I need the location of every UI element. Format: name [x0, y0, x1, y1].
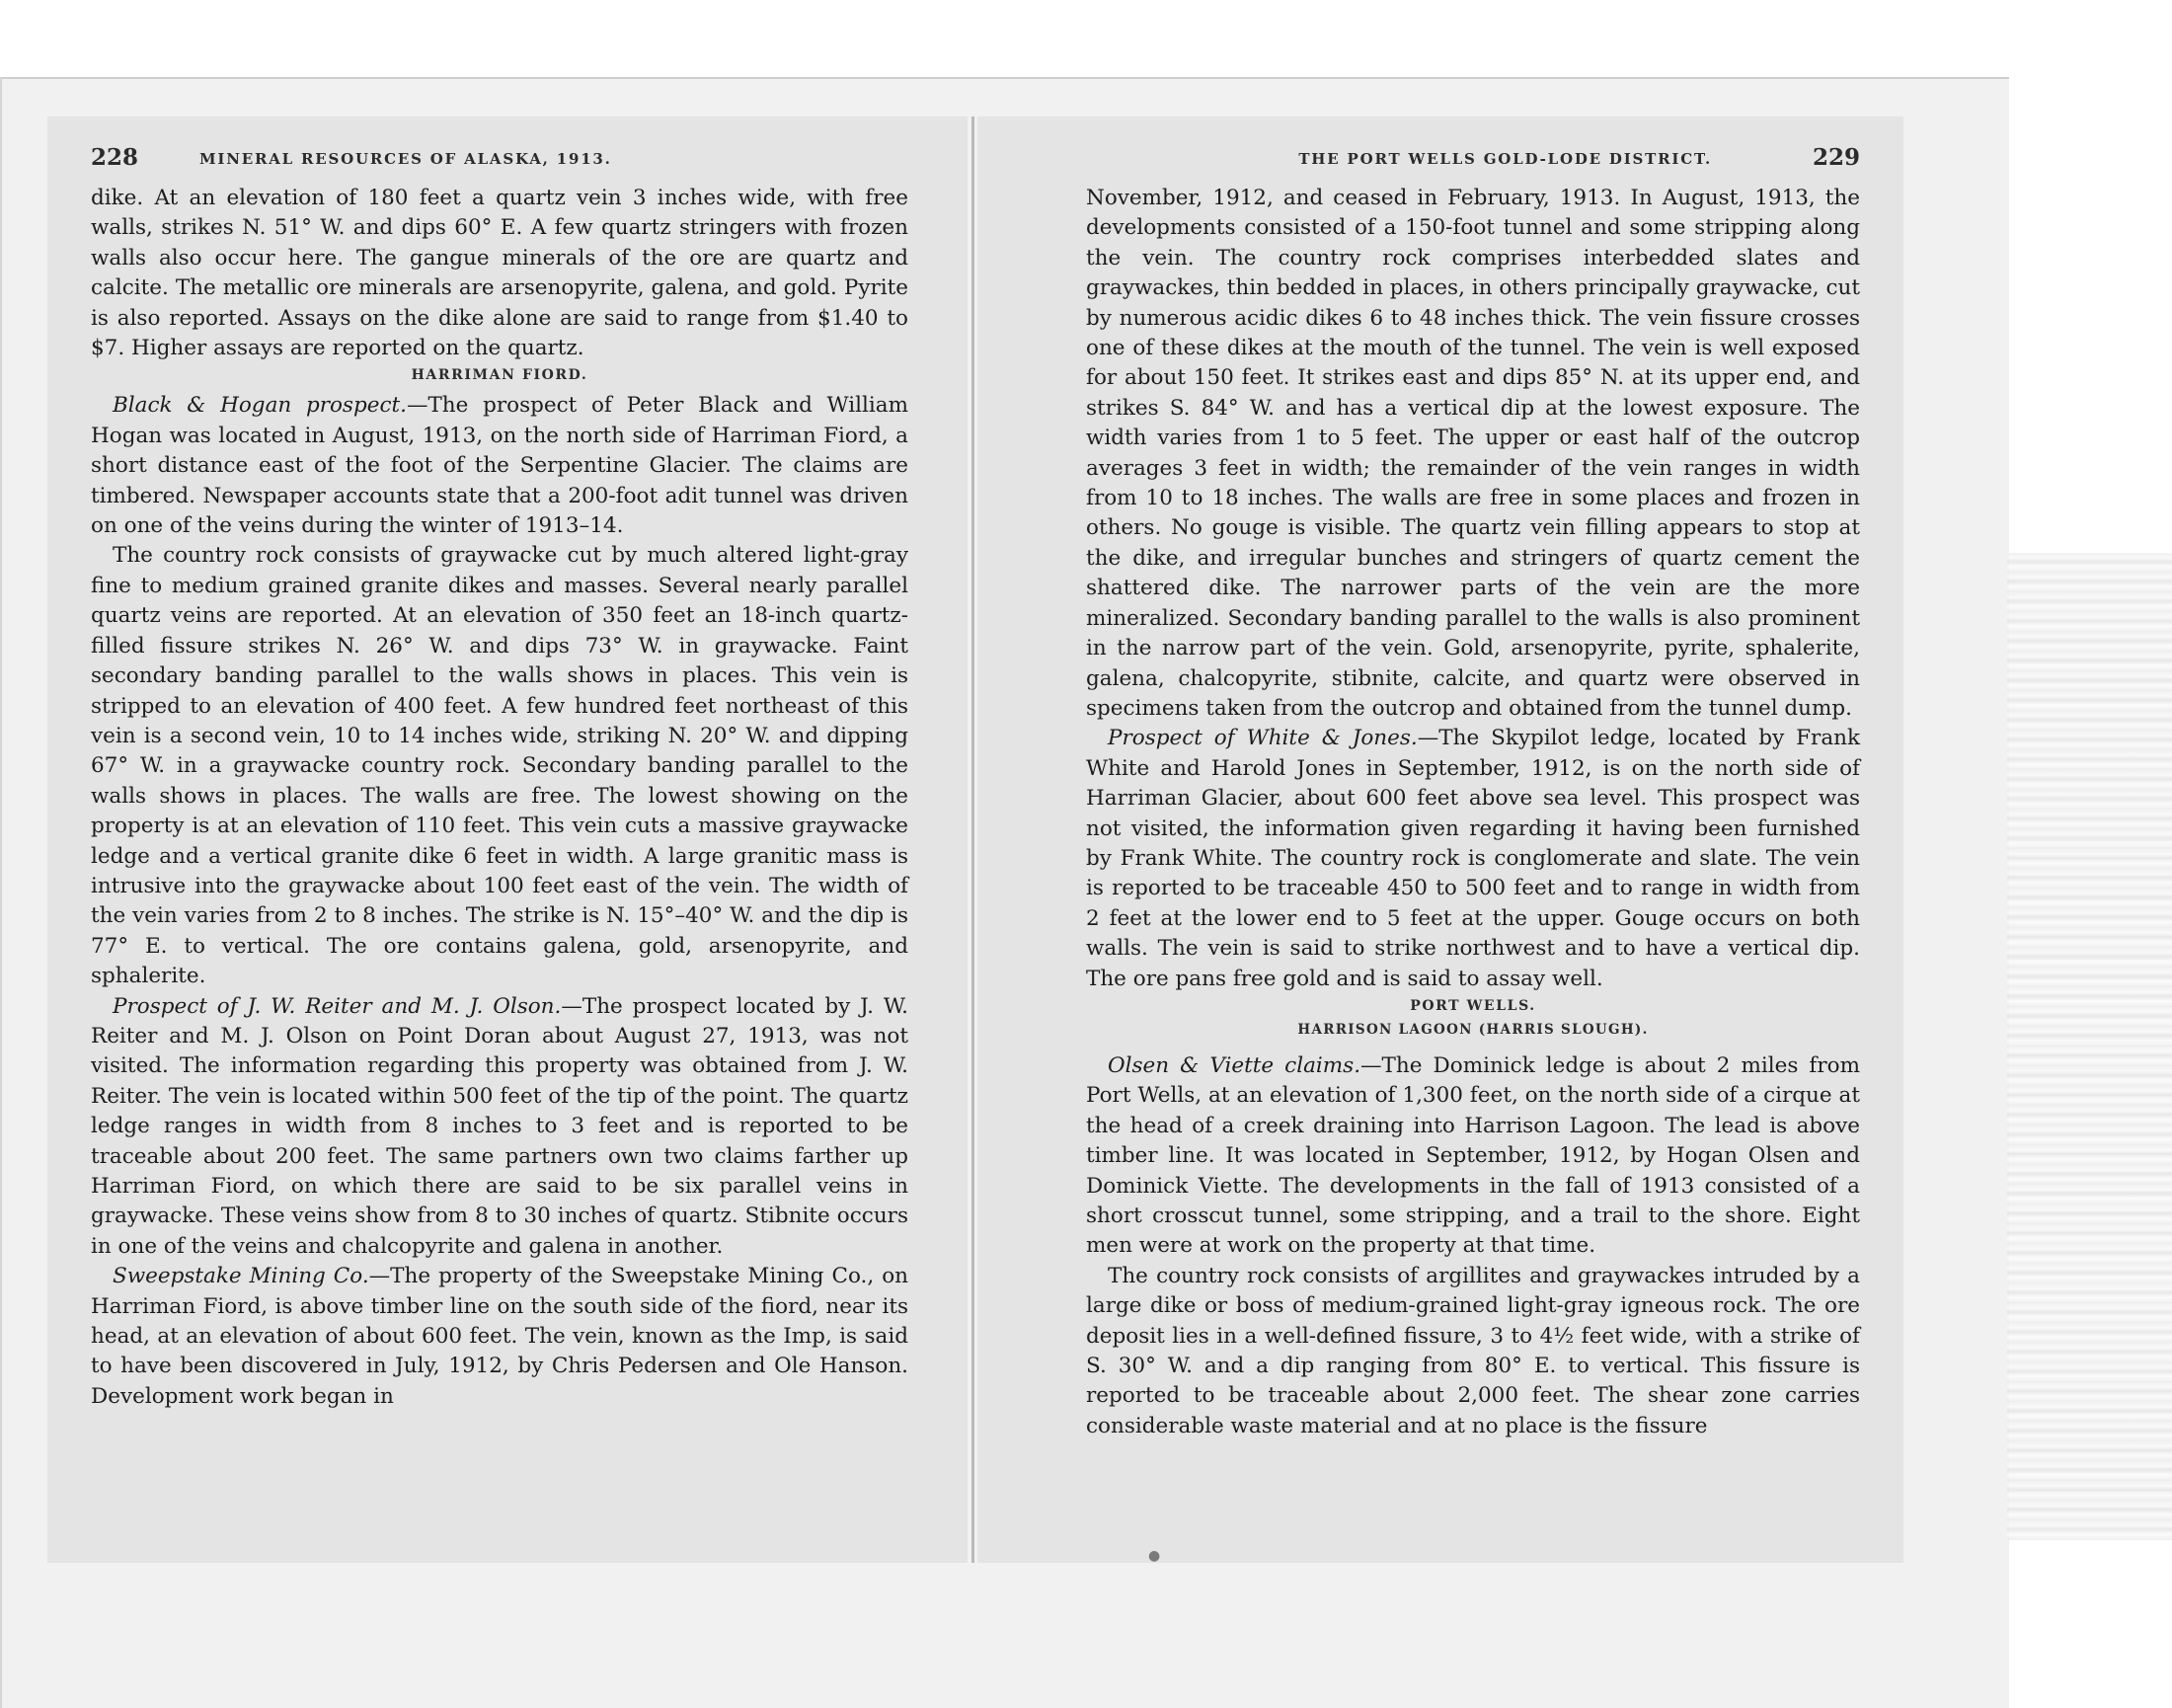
heading-port-wells: PORT WELLS. [1410, 997, 1536, 1014]
right-running-head [1086, 144, 1860, 184]
paragraph-reiter-olson [91, 992, 908, 1263]
left-running-title: MINERAL RESOURCES OF ALASKA, 1913. [199, 150, 612, 168]
left-body [91, 184, 908, 1412]
white-jones-text: —The Skypilot ledge, located by Frank White and Harold Jones in September, 1912, is on the north side of Harriman Glacier, about 600 feet above sea level. This prospect was not visited, the information given regarding it having been furnished by Frank White. The country rock is conglomerate and slate. The vein is reported to be traceable 450 to 500 feet and to range in width from 2 feet at the lower end to 5 feet at the upper. Gouge occurs on both walls. The vein is said to strike northwest and to have a vertical dip. The ore pans free gold and is said to assay well. [1086, 726, 1861, 991]
sweepstake-text: —The property of the Sweepstake Mining Co., on Harriman Fiord, is above timber line on the south side of the fiord, near its head, at an elevation of about 600 feet. The vein, known as the Imp, is said to have been discovered in July, 1912, by Chris Pedersen and Ole Hanson. Development work began in [91, 1264, 909, 1409]
left-paragraph-dike: dike. At an elevation of 180 feet a quartz vein 3 inches wide, with free walls, strikes N. 51° W. and dips 60° E. A few quartz stringers with frozen walls also occur here. The gangue minerals of the ore are quartz and calcite. The metallic ore minerals are arsenopyrite, galena, and gold. Pyrite is also reported. Assays on the dike alone are said to range from $1.40 to $7. Higher assays are reported on the quartz. [91, 186, 908, 361]
subheading-harrison-lagoon: HARRISON LAGOON (HARRIS SLOUGH). [1297, 1021, 1649, 1038]
black-hogan-title: Black & Hogan prospect. [113, 393, 407, 419]
heading-harriman-fiord: HARRIMAN FIORD. [411, 367, 588, 384]
reiter-olson-title: Prospect of J. W. Reiter and M. J. Olson. [113, 993, 562, 1019]
page-number-228: 228 [91, 144, 139, 171]
white-jones-title: Prospect of White & Jones. [1108, 726, 1418, 751]
paragraph-argillites: The country rock consists of argillites and graywackes intruded by a large dike or boss of medium-grained light-gray igneous rock. The ore deposit lies in a well-defined fissure, 3 to 4½ feet wide, with a strike of S. 30° W. and a dip ranging from 80° E. to vertical. This fissure is reported to be traceable about 2,000 feet. The shear zone carries considerable waste material and at no place is the fissure [1086, 1263, 1860, 1438]
sweepstake-title: Sweepstake Mining Co. [113, 1264, 369, 1289]
paragraph-black-hogan [91, 391, 908, 541]
paragraph-olsen-viette [1086, 1051, 1860, 1262]
scan-artifact-streak [2007, 553, 2172, 1540]
page-number-229: 229 [1812, 144, 1860, 171]
paragraph-sweepstake [91, 1262, 908, 1412]
right-body [1086, 184, 1860, 1441]
paragraph-country-rock: The country rock consists of graywacke cut by much altered light-gray fine to medium grained granite dikes and masses. Several nearly parallel quartz veins are reported. At an elevation of 350 feet an 18-inch quartz-filled fissure strikes N. 26° W. and dips 73° W. in graywacke. Faint secondary banding parallel to the walls shows in places. This vein is stripped to an elevation of 400 feet. A few hundred feet northeast of this vein is a second vein, 10 to 14 inches wide, striking N. 20° W. and dipping 67° W. in a graywacke country rock. Secondary banding parallel to the walls shows in places. The walls are free. The lowest showing on the property is at an elevation of 110 feet. This vein cuts a massive graywacke ledge and a vertical granite dike 6 feet in width. A large granitic mass is intrusive into the graywacke about 100 feet east of the vein. The width of the vein varies from 2 to 8 inches. The strike is N. 15°–40° W. and the dip is 77° E. to vertical. The ore contains galena, gold, arsenopyrite, and sphalerite. [91, 543, 908, 989]
right-page [977, 116, 1903, 1563]
right-running-title: THE PORT WELLS GOLD-LODE DISTRICT. [1298, 150, 1712, 168]
left-page [47, 116, 968, 1563]
right-paragraph-sweepstake-cont: November, 1912, and ceased in February, 1913. In August, 1913, the developments consisted of a 150-foot tunnel and some stripping along the vein. The country rock comprises interbedded slates and graywackes, thin bedded in places, in others principally graywacke, cut by numerous acidic dikes 6 to 48 inches thick. The vein fissure crosses one of these dikes at the mouth of the tunnel. The vein is well exposed for about 150 feet. It strikes east and dips 85° N. at its upper end, and strikes S. 84° W. and has a vertical dip at the lowest exposure. The width varies from 1 to 5 feet. The upper or east half of the outcrop averages 3 feet in width; the remainder of the vein ranges in width from 10 to 18 inches. The walls are free in some places and frozen in others. No gouge is visible. The quartz vein filling appears to stop at the dike, and irregular bunches and stringers of quartz cement the shattered dike. The narrower parts of the vein are the more mineralized. Secondary banding parallel to the walls is also prominent in the narrow part of the vein. Gold, arsenopyrite, pyrite, sphalerite, galena, chalcopyrite, stibnite, calcite, and quartz were observed in specimens taken from the outcrop and obtained from the tunnel dump. [1086, 186, 1860, 721]
scan-speck: ● [1148, 1548, 1161, 1564]
reiter-olson-text: —The prospect located by J. W. Reiter and M. J. Olson on Point Doran about August 27, 1913, was not visited. The information regarding this property was obtained from J. W. Reiter. The vein is located within 500 feet of the tip of the point. The quartz ledge ranges in width from 8 inches to 3 feet and is reported to be traceable about 200 feet. The same partners own two claims farther up Harriman Fiord, on which there are said to be six parallel veins in graywacke. These veins show from 8 to 30 inches of quartz. Stibnite occurs in one of the veins and chalcopyrite and galena in another. [91, 993, 908, 1259]
paragraph-white-jones [1086, 724, 1860, 994]
olsen-viette-text: —The Dominick ledge is about 2 miles from Port Wells, at an elevation of 1,300 feet, on the north side of a cirque at the head of a creek draining into Harrison Lagoon. The lead is above timber line. It was located in September, 1912, by Hogan Olsen and Dominick Viette. The developments in the fall of 1913 consisted of a short crosscut tunnel, some stripping, and a trail to the shore. Eight men were at work on the property at that time. [1086, 1052, 1861, 1259]
black-hogan-text: —The prospect of Peter Black and William Hogan was located in August, 1913, on the north side of Harriman Fiord, a short distance east of the foot of the Serpentine Glacier. The claims are timbered. Newspaper accounts state that a 200-foot adit tunnel was driven on one of the veins during the winter of 1913–14. [91, 393, 908, 539]
page-gutter [971, 116, 974, 1563]
olsen-viette-title: Olsen & Viette claims. [1108, 1052, 1361, 1078]
left-running-head [91, 144, 908, 184]
